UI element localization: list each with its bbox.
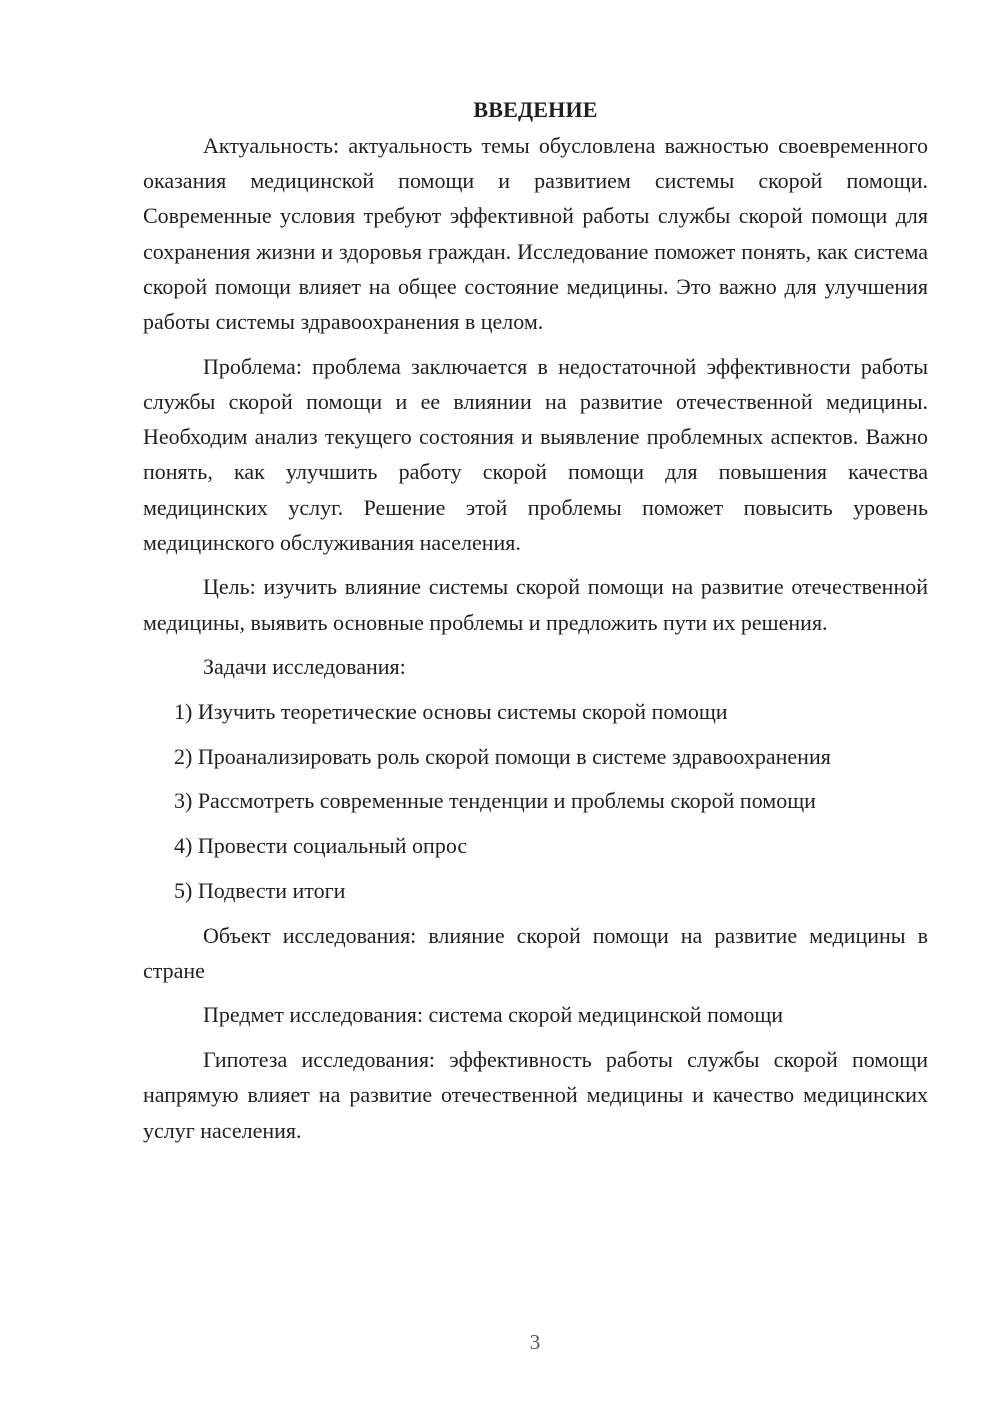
document-page — [143, 92, 928, 1148]
goal-paragraph: Цель: изучить влияние системы скорой помощи на развитие отечественной медицины, выявить основные проблемы и предложить пути их решения. — [143, 574, 928, 635]
subject-paragraph: Предмет исследования: система скорой медицинской помощи — [203, 1002, 784, 1028]
section-heading: ВВЕДЕНИЕ — [473, 97, 598, 122]
page-number: 3 — [529, 1330, 541, 1354]
problem-paragraph: Проблема: проблема заключается в недостаточной эффективности работы службы скорой помощи и ее влиянии на развитие отечественной медицины. Необходим анализ текущего состояния и выявление проблемных аспектов. Важно понять, как улучшить работу скорой помощи для повышения качества медицинских услуг. Решение этой проблемы поможет повысить уровень медицинского обслуживания населения. — [143, 353, 928, 555]
list-item: 4) Провести социальный опрос — [174, 833, 468, 859]
list-item: 5) Подвести итоги — [174, 877, 346, 903]
tasks-list — [143, 694, 928, 908]
tasks-title: Задачи исследования: — [203, 654, 406, 680]
object-paragraph: Объект исследования: влияние скорой помощи на развитие медицины в стране — [143, 922, 928, 983]
relevance-paragraph: Актуальность: актуальность темы обусловлена важностью своевременного оказания медицинской помощи и развитием системы скорой помощи. Современные условия требуют эффективной работы службы скорой помощи для сохранения жизни и здоровья граждан. Исследование поможет понять, как система скорой помощи влияет на общее состояние медицины. Это важно для улучшения работы системы здравоохранения в целом. — [143, 133, 928, 335]
list-item: 1) Изучить теоретические основы системы скорой помощи — [174, 699, 728, 725]
list-item: 2) Проанализировать роль скорой помощи в системе здравоохранения — [174, 743, 831, 769]
hypothesis-paragraph: Гипотеза исследования: эффективность работы службы скорой помощи напрямую влияет на развитие отечественной медицины и качество медицинских услуг населения. — [143, 1047, 928, 1143]
list-item: 3) Рассмотреть современные тенденции и проблемы скорой помощи — [174, 788, 816, 814]
